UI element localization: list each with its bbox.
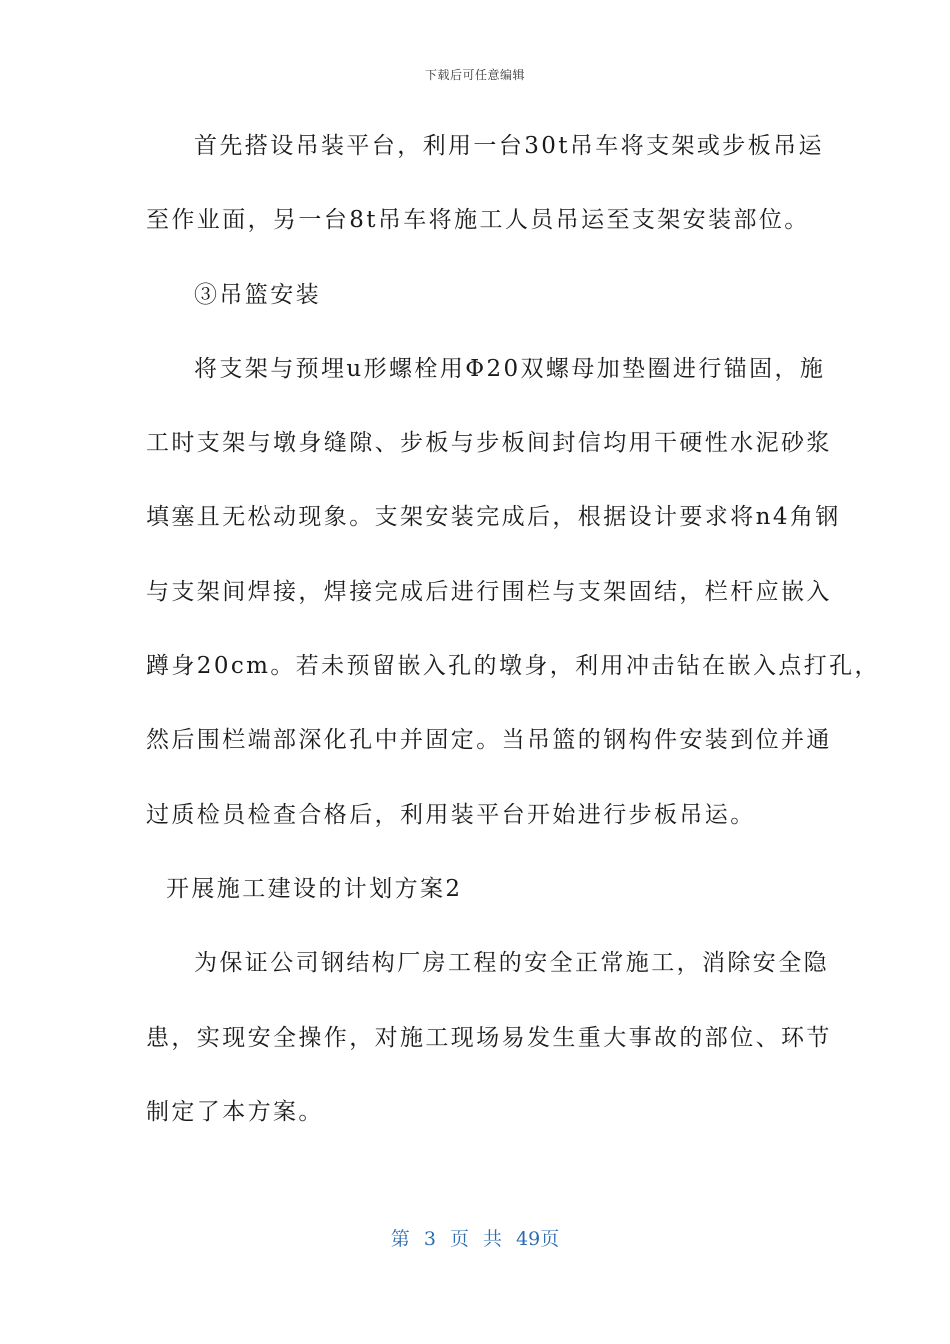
paragraph-line: 工时支架与墩身缝隙、步板与步板间封信均用干硬性水泥砂浆 — [146, 430, 832, 457]
paragraph-line: 蹲身20cm。若未预留嵌入孔的墩身，利用冲击钻在嵌入点打孔， — [146, 653, 880, 680]
header-note: 下载后可任意编辑 — [424, 68, 525, 82]
paragraph-line: 将支架与预埋u形螺栓用Φ20双螺母加垫圈进行锚固，施 — [194, 355, 826, 382]
paragraph-line: 与支架间焊接，焊接完成后进行围栏与支架固结，栏杆应嵌入 — [146, 578, 832, 605]
paragraph-line: 患，实现安全操作，对施工现场易发生重大事故的部位、环节 — [146, 1024, 832, 1051]
paragraph-line: 至作业面，另一台8t吊车将施工人员吊运至支架安装部位。 — [146, 207, 810, 234]
section-title: 开展施工建设的计划方案2 — [166, 875, 463, 902]
document-body — [146, 126, 880, 1166]
paragraph-line: 为保证公司钢结构厂房工程的安全正常施工，消除安全隐 — [194, 950, 829, 977]
paragraph-line: 然后围栏端部深化孔中并固定。当吊篮的钢构件安装到位并通 — [146, 727, 832, 754]
paragraph-line: 过质检员检查合格后，利用装平台开始进行步板吊运。 — [146, 801, 756, 828]
paragraph-line: 首先搭设吊装平台，利用一台30t吊车将支架或步板吊运 — [194, 133, 824, 159]
paragraph-line: 制定了本方案。 — [146, 1098, 324, 1125]
paragraph-line: 填塞且无松动现象。支架安装完成后，根据设计要求将n4角钢 — [146, 504, 841, 531]
section-heading: ③吊篮安装 — [194, 281, 321, 308]
page-number: 第 3 页 共 49页 — [390, 1228, 560, 1250]
